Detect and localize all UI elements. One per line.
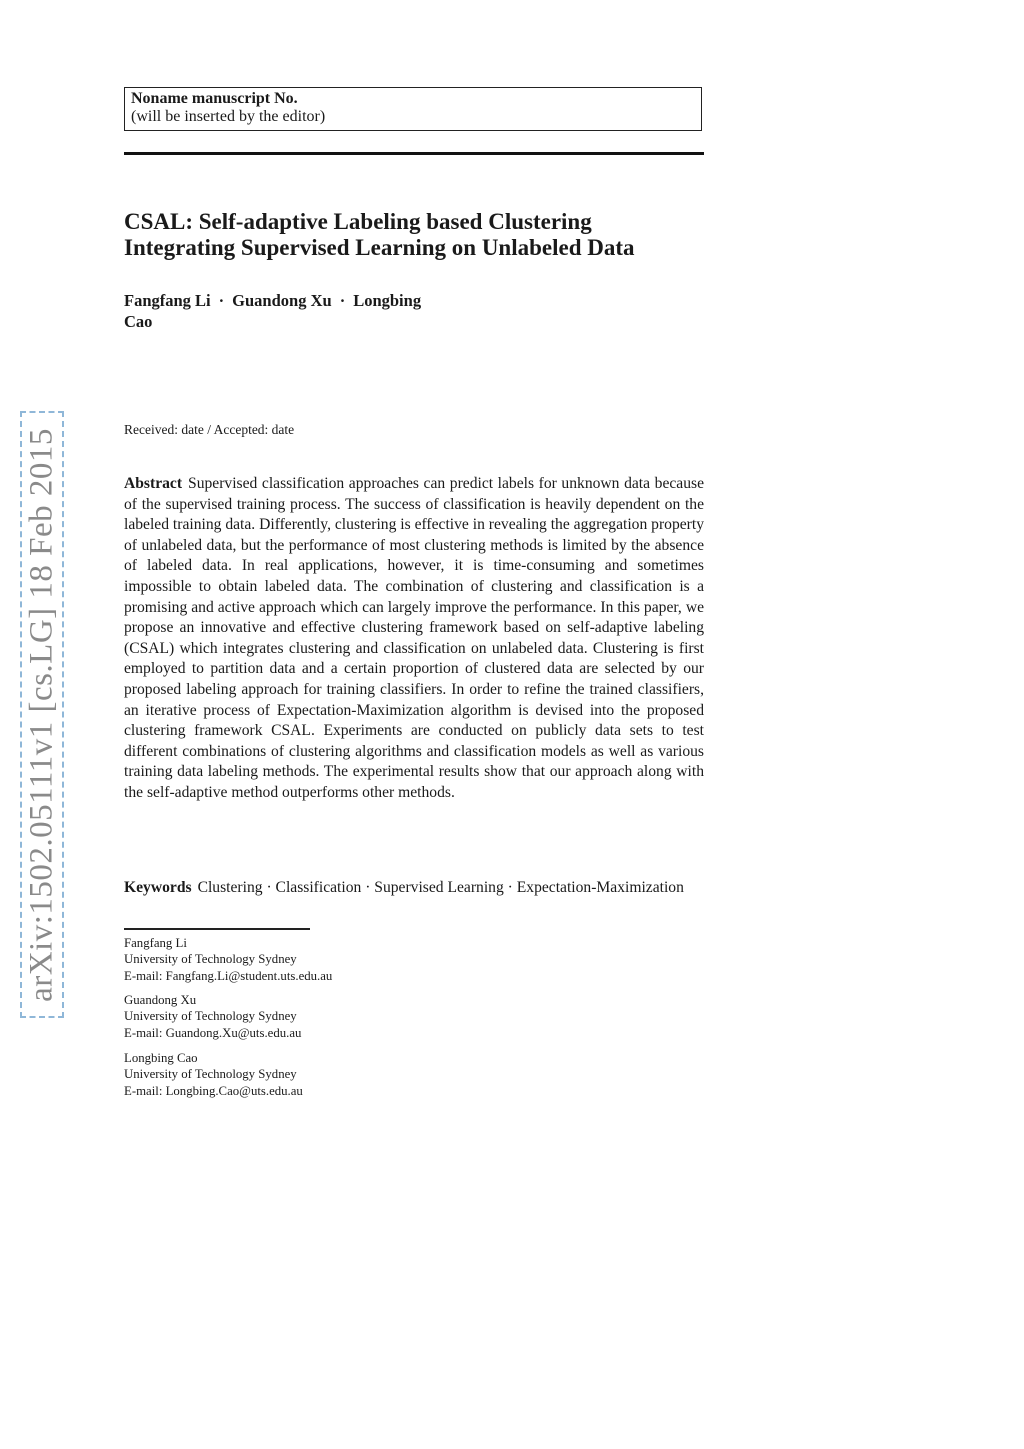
paper-title [124, 209, 724, 261]
affiliation-block [124, 935, 524, 984]
affiliation-block [124, 992, 524, 1041]
title-line-2: Integrating Supervised Learning on Unlabeled Data [124, 235, 635, 260]
manuscript-note: (will be inserted by the editor) [131, 108, 326, 125]
abstract [124, 474, 704, 804]
author-name-continuation: Cao [124, 312, 153, 331]
header-rule [124, 152, 704, 155]
abstract-label: Abstract [124, 475, 183, 492]
affiliation-institution: University of Technology Sydney [124, 952, 297, 967]
author-separator: · [218, 291, 225, 310]
footnote-rule [124, 928, 310, 930]
author-list [124, 290, 524, 332]
keywords-label: Keywords [124, 879, 192, 896]
manuscript-box [124, 87, 702, 131]
abstract-text: Supervised classification approaches can predict labels for unknown data because of the supervised training process. The success of classification is heavily dependent on the labeled training data. Differently, clustering is effective in revealing the aggregation property of unlabeled data, but the performance of most clustering methods is limited by the absence of labeled data. In real applications, however, it is time-consuming and sometimes impossible to obtain labeled data. The combination of clustering and classification is a promising and active approach which can largely improve the performance. In this paper, we propose an innovative and effective clustering framework based on self-adaptive labeling (CSAL) which integrates clustering and classification on unlabeled data. Clustering is first employed to partition data and a certain proportion of clustered data are selected by our proposed labeling approach for training classifiers. In order to refine the trained classifiers, an iterative process of Expectation-Maximization algorithm is devised into the proposed clustering framework CSAL. Experiments are conducted on publicly data sets to test different combinations of clustering algorithms and classification models as well as various training data labeling methods. The experimental results show that our approach along with the self-adaptive method outperforms other methods. [124, 475, 704, 801]
arxiv-identifier: arXiv:1502.05111v1 [cs.LG] 18 Feb 2015 [23, 427, 60, 1002]
affiliation-institution: University of Technology Sydney [124, 1067, 297, 1082]
affiliation-email: E-mail: Longbing.Cao@uts.edu.au [124, 1083, 303, 1098]
affiliation-name: Fangfang Li [124, 936, 187, 950]
manuscript-label: Noname manuscript No. [131, 90, 298, 107]
affiliation-name: Guandong Xu [124, 993, 197, 1007]
author-name: Longbing [353, 291, 422, 310]
arxiv-stamp [20, 411, 64, 1018]
keywords [124, 878, 704, 899]
affiliation-institution: University of Technology Sydney [124, 1009, 297, 1024]
affiliation-email: E-mail: Fangfang.Li@student.uts.edu.au [124, 968, 333, 983]
author-name: Guandong Xu [232, 291, 332, 310]
affiliation-email: E-mail: Guandong.Xu@uts.edu.au [124, 1025, 302, 1040]
received-date: Received: date / Accepted: date [124, 422, 295, 437]
author-separator: · [339, 291, 346, 310]
affiliation-name: Longbing Cao [124, 1051, 198, 1065]
author-name: Fangfang Li [124, 291, 211, 310]
title-line-1: CSAL: Self-adaptive Labeling based Clustering [124, 209, 592, 234]
keywords-text: Clustering · Classification · Supervised Learning · Expectation-Maximization [197, 879, 684, 896]
affiliation-block [124, 1050, 524, 1099]
